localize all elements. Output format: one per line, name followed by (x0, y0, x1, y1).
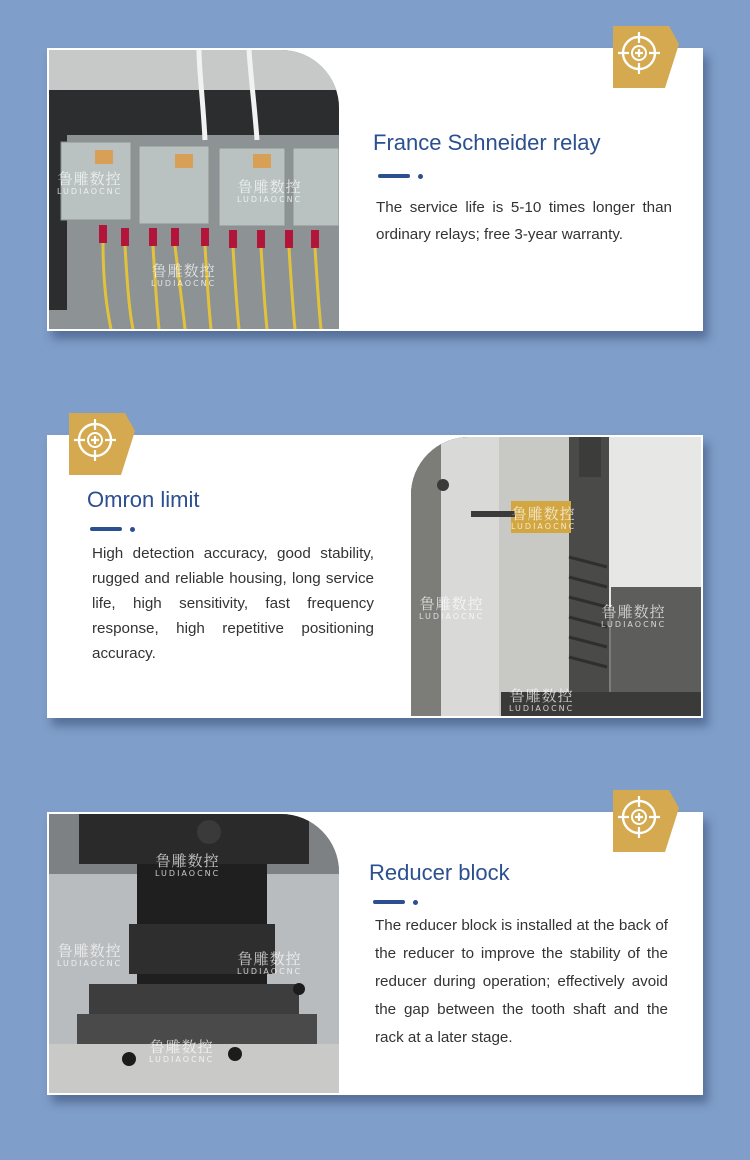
watermark: 鲁雕数控 LUDIAOCNC (509, 687, 575, 713)
crosshair-target-icon (613, 26, 679, 88)
relay-photo (49, 50, 339, 329)
watermark: 鲁雕数控 LUDIAOCNC (155, 852, 221, 878)
watermark: 鲁雕数控 LUDIAOCNC (151, 262, 217, 288)
watermark: 鲁雕数控 LUDIAOCNC (511, 505, 577, 531)
feature-description: High detection accuracy, good stability, rugged and reliable housing, long service life, high sensitivity, fast frequency response, high repetitive positioning accuracy. (92, 545, 374, 662)
feature-description: The service life is 5-10 times longer than ordinary relays; free 3-year warranty. (376, 199, 672, 243)
limit-switch-photo (411, 437, 701, 716)
reducer-block-photo (49, 814, 339, 1093)
watermark: 鲁雕数控 LUDIAOCNC (149, 1038, 215, 1064)
feature-title: Omron limit (87, 487, 200, 512)
crosshair-target-icon (69, 413, 135, 475)
feature-title: Reducer block (369, 860, 510, 885)
watermark: 鲁雕数控 LUDIAOCNC (419, 595, 485, 621)
feature-card-relay (47, 48, 703, 331)
watermark: 鲁雕数控 LUDIAOCNC (237, 950, 303, 976)
watermark: 鲁雕数控 LUDIAOCNC (601, 603, 667, 629)
watermark: 鲁雕数控 LUDIAOCNC (57, 942, 123, 968)
crosshair-target-icon (613, 790, 679, 852)
feature-title: France Schneider relay (373, 130, 601, 155)
feature-card-limit (47, 435, 703, 718)
feature-card-reducer (47, 812, 703, 1095)
watermark: 鲁雕数控 LUDIAOCNC (57, 170, 123, 196)
feature-description: The reducer block is installed at the back of the reducer to improve the stability of the reducer during operation; effectively avoid the gap between the tooth shaft and the rack at a later stage. (375, 917, 668, 1046)
watermark: 鲁雕数控 LUDIAOCNC (237, 178, 303, 204)
